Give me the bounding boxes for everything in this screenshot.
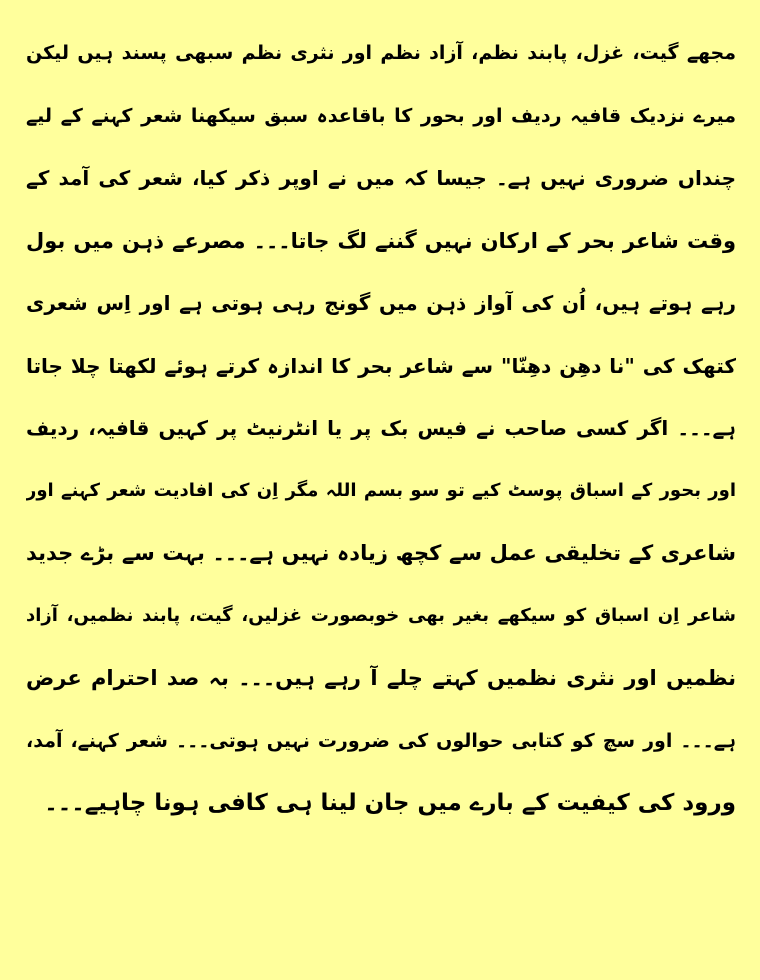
paragraph-line: شاعر اِن اسباق کو سیکھے بغیر بھی خوبصورت غزلیں، گیت، پابند نظمیں، آزاد bbox=[26, 604, 736, 626]
paragraph-line: ہے۔۔۔ اگر کسی صاحب نے فیس بک پر یا انٹرنیٹ پر کہیں قافیہ، ردیف bbox=[26, 416, 736, 440]
paragraph-line: وقت شاعر بحر کے ارکان نہیں گننے لگ جاتا۔۔۔ مصرعے ذہن میں بول bbox=[26, 228, 736, 253]
paragraph-line: اور بحور کے اسباق پوسٹ کیے تو سو بسم اللہ مگر اِن کی افادیت شعر کہنے اور bbox=[26, 479, 736, 501]
paragraph-line: کتھک کی "نا دھِن دھِنّا" سے شاعر بحر کا اندازہ کرتے ہوئے لکھتا چلا جاتا bbox=[26, 353, 736, 378]
paragraph-line: نظمیں اور نثری نظمیں کہتے چلے آ رہے ہیں۔۔۔ بہ صد احترام عرض bbox=[26, 666, 736, 690]
paragraph-line: میرے نزدیک قافیہ ردیف اور بحور کا باقاعدہ سبق سیکھنا شعر کہنے کے لیے bbox=[26, 104, 736, 127]
paragraph-line: مجھے گیت، غزل، پابند نظم، آزاد نظم اور نثری نظم سبھی پسند ہیں لیکن bbox=[26, 42, 736, 64]
paragraph-line: چنداں ضروری نہیں ہے۔ جیسا کہ میں نے اوپر ذکر کیا، شعر کی آمد کے bbox=[26, 166, 736, 190]
paragraph-line: ہے۔۔۔ اور سچ کو کتابی حوالوں کی ضرورت نہیں ہوتی۔۔۔ شعر کہنے، آمد، bbox=[26, 729, 736, 752]
paragraph-line: ورود کی کیفیت کے بارے میں جان لینا ہی کافی ہونا چاہیے۔۔۔ bbox=[44, 790, 736, 816]
paragraph-line: شاعری کے تخلیقی عمل سے کچھ زیادہ نہیں ہے۔۔۔ بہت سے بڑے جدید bbox=[26, 541, 736, 565]
paragraph-line: رہے ہوتے ہیں، اُن کی آواز ذہن میں گونج رہی ہوتی ہے اور اِس شعری bbox=[26, 291, 736, 315]
urdu-paragraph bbox=[26, 22, 736, 962]
